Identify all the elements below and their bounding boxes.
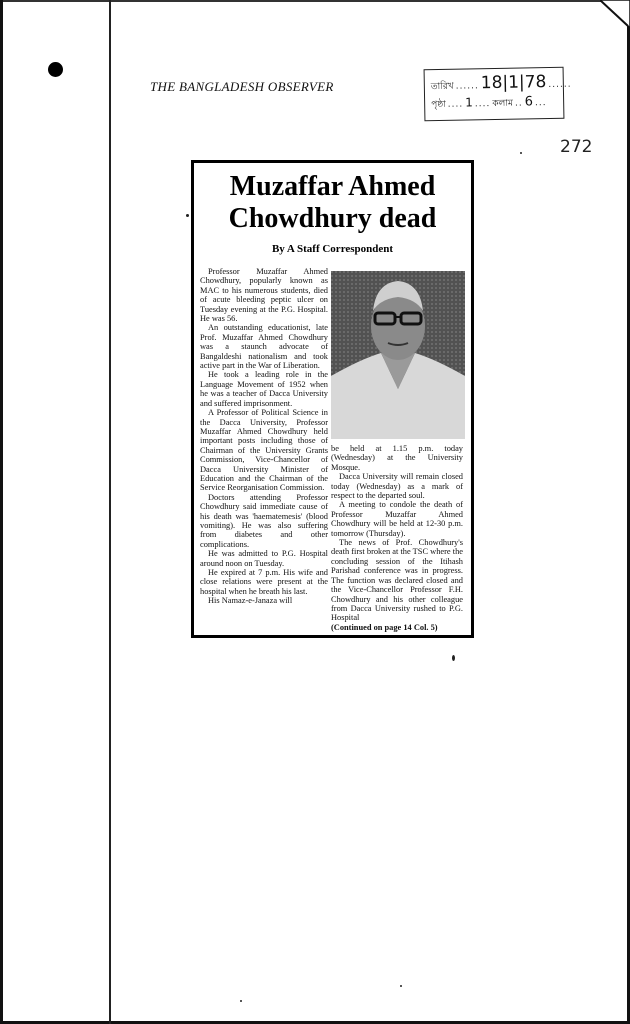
scan-top-edge [0, 0, 630, 2]
paragraph: His Namaz-e-Janaza will [208, 596, 293, 606]
paragraph: Dacca University will remain closed today (Wednesday) as a mark of respect to the departed soul. [331, 472, 463, 501]
paragraph: The news of Prof. Chowdhury's death first broken at the TSC where the concluding session of the Itihash Parishad conference was in progress. The function was declared closed and the Vice-Chancellor Professor F.H. Chowdhury and his other colleague from Dacca University rushed to P.G. Hospital [331, 538, 463, 623]
continuation-note: (Continued on page 14 Col. 5) [331, 622, 438, 632]
paragraph: Professor Muzaffar Ahmed Chowdhury, popularly known as MAC to his numerous students, died of acute bleeding peptic ulcer on Tuesday evening at the P.G. Hospital. He was 56. [200, 267, 328, 324]
headline-line-1: Muzaffar Ahmed [229, 171, 436, 202]
stamp-column-value: 6 [524, 94, 534, 110]
scan-speck [186, 214, 189, 217]
paragraph: Doctors attending Professor Chowdhury said immediate cause of his death was 'haematemesis' (blood vomiting). He was also suffering from diabetes and other complications. [200, 492, 328, 549]
stamp-page-row: পৃষ্ঠা .... 1 .... কলাম .. 6 ... [431, 94, 547, 111]
paragraph: He was admitted to P.G. Hospital around noon on Tuesday. [200, 549, 328, 568]
archive-page-number: 272 [560, 137, 593, 157]
punch-hole-icon [48, 62, 63, 77]
paragraph: be held at 1.15 p.m. today (Wednesday) at the University Mosque. [331, 444, 463, 472]
stamp-date-label: তারিখ [430, 81, 454, 93]
paragraph: He took a leading role in the Language Movement of 1952 when he was a teacher of Dacca University and suffered imprisonment. [200, 370, 328, 408]
paragraph: A Professor of Political Science in the Dacca University, Professor Muzaffar Ahmed Chowdhury held important posts including those of Chairman of the University Grants Commission, Vice-Chancellor of Dacca University Minister of Education and the Chairman of the Service Reorganisation Commission. [200, 408, 328, 493]
paragraph: He expired at 7 p.m. His wife and close relations were present at the hospital when he breath his last. [200, 568, 328, 596]
paragraph: An outstanding educationist, late Prof. Muzaffar Ahmed Chowdhury was a staunch advocate of Bangaldeshi nationalism and took active part in the War of Liberation. [200, 323, 328, 371]
scan-speck [240, 1000, 242, 1002]
scan-speck [520, 152, 522, 154]
article-column-left [200, 267, 328, 606]
portrait-photo-icon [331, 271, 465, 439]
scan-speck [400, 985, 402, 987]
article-byline: By A Staff Correspondent [271, 243, 394, 255]
article-headline [194, 171, 471, 235]
stamp-column-label: কলাম [492, 98, 514, 110]
stamp-page-value: 1 [465, 95, 473, 110]
archive-stamp [424, 67, 572, 121]
headline-line-2: Chowdhury dead [228, 203, 437, 234]
newspaper-masthead: THE BANGLADESH OBSERVER [150, 79, 334, 94]
stamp-page-label: পৃষ্ঠা [431, 99, 446, 111]
scan-left-edge [0, 0, 3, 1024]
scan-speck [452, 655, 455, 661]
margin-rule [109, 0, 111, 1024]
stamp-date-value: 18|1|78 [480, 72, 547, 94]
portrait-photo [331, 271, 465, 439]
news-clipping [191, 160, 474, 638]
paragraph: A meeting to condole the death of Professor Muzaffar Ahmed Chowdhury will be held at 12-30 p.m. tomorrow (Thursday). [331, 500, 463, 538]
stamp-date-row: তারিখ ...... 18|1|78 ...... [430, 72, 572, 94]
folded-corner-icon [600, 0, 630, 30]
article-column-right [331, 444, 463, 632]
